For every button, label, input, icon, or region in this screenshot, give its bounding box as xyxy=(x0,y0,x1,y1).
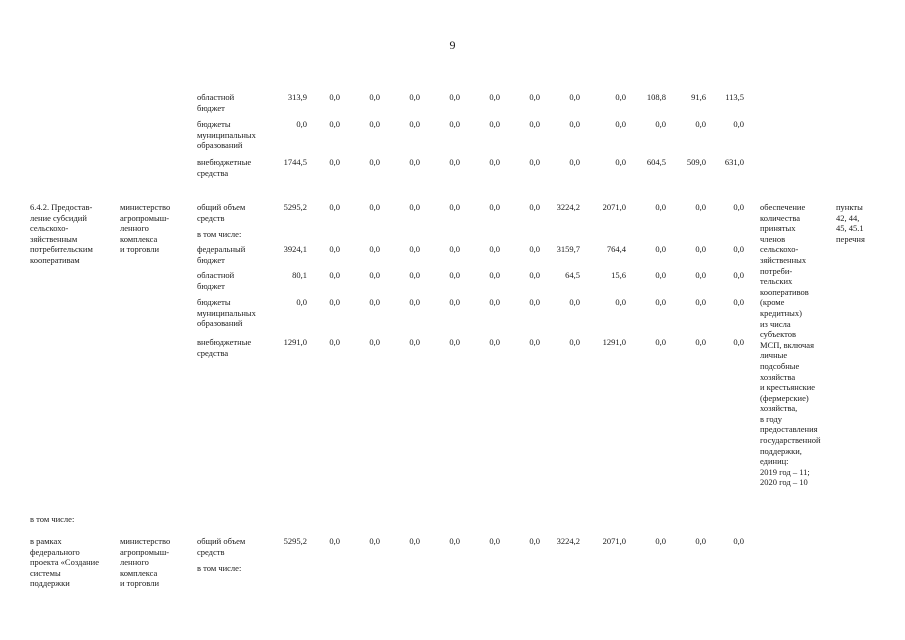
row-label: бюджеты муниципальных образований xyxy=(197,119,256,151)
value-cell: 0,0 xyxy=(529,297,540,307)
value-cell: 0,0 xyxy=(369,270,380,280)
value-cell: 0,0 xyxy=(489,244,500,254)
value-cell: 80,1 xyxy=(292,270,307,280)
row-label: в том числе: xyxy=(197,229,242,239)
value-cell: 0,0 xyxy=(449,337,460,347)
value-cell: 0,0 xyxy=(409,92,420,102)
value-cell: 0,0 xyxy=(449,244,460,254)
value-cell: 0,0 xyxy=(329,202,340,212)
value-cell: 0,0 xyxy=(733,202,744,212)
value-cell: 0,0 xyxy=(569,157,580,167)
value-cell: 0,0 xyxy=(449,536,460,546)
value-cell: 0,0 xyxy=(489,202,500,212)
value-cell: 0,0 xyxy=(329,337,340,347)
value-cell: 0,0 xyxy=(615,92,626,102)
executor-name: министерство агропромыш- ленного комплекса и торговли xyxy=(120,202,171,255)
value-cell: 0,0 xyxy=(529,92,540,102)
value-cell: 0,0 xyxy=(409,244,420,254)
value-cell: 3924,1 xyxy=(283,244,307,254)
value-cell: 0,0 xyxy=(695,119,706,129)
value-cell: 0,0 xyxy=(329,270,340,280)
value-cell: 0,0 xyxy=(655,244,666,254)
value-cell: 0,0 xyxy=(369,297,380,307)
value-cell: 2071,0 xyxy=(602,202,626,212)
value-cell: 0,0 xyxy=(529,157,540,167)
value-cell: 0,0 xyxy=(329,157,340,167)
value-cell: 0,0 xyxy=(615,119,626,129)
value-cell: 0,0 xyxy=(655,119,666,129)
value-cell: 0,0 xyxy=(655,202,666,212)
value-cell: 0,0 xyxy=(569,92,580,102)
value-cell: 0,0 xyxy=(569,297,580,307)
value-cell: 0,0 xyxy=(615,157,626,167)
value-cell: 0,0 xyxy=(409,536,420,546)
value-cell: 509,0 xyxy=(686,157,706,167)
value-cell: 604,5 xyxy=(646,157,666,167)
value-cell: 15,6 xyxy=(611,270,626,280)
value-cell: 0,0 xyxy=(529,337,540,347)
value-cell: 0,0 xyxy=(489,157,500,167)
value-cell: 0,0 xyxy=(695,270,706,280)
value-cell: 3224,2 xyxy=(556,202,580,212)
value-cell: 2071,0 xyxy=(602,536,626,546)
page-number: 9 xyxy=(449,38,456,52)
value-cell: 0,0 xyxy=(409,337,420,347)
row-label: внебюджетные средства xyxy=(197,337,252,358)
value-cell: 113,5 xyxy=(725,92,744,102)
value-cell: 0,0 xyxy=(296,119,307,129)
value-cell: 0,0 xyxy=(329,244,340,254)
value-cell: 0,0 xyxy=(369,119,380,129)
reference-text: пункты 42, 44, 45, 45.1 перечня xyxy=(836,202,865,244)
row-label: общий объем средств xyxy=(197,536,246,557)
value-cell: 313,9 xyxy=(287,92,307,102)
value-cell: 0,0 xyxy=(449,157,460,167)
value-cell: 0,0 xyxy=(615,297,626,307)
value-cell: 0,0 xyxy=(733,244,744,254)
value-cell: 0,0 xyxy=(569,119,580,129)
value-cell: 5295,2 xyxy=(283,202,307,212)
value-cell: 64,5 xyxy=(565,270,580,280)
value-cell: 1744,5 xyxy=(283,157,307,167)
value-cell: 0,0 xyxy=(329,92,340,102)
row-label: внебюджетные средства xyxy=(197,157,252,178)
value-cell: 0,0 xyxy=(655,536,666,546)
value-cell: 0,0 xyxy=(369,92,380,102)
value-cell: 0,0 xyxy=(529,244,540,254)
value-cell: 0,0 xyxy=(369,337,380,347)
value-cell: 0,0 xyxy=(529,270,540,280)
value-cell: 0,0 xyxy=(695,202,706,212)
value-cell: 0,0 xyxy=(489,119,500,129)
value-cell: 0,0 xyxy=(409,270,420,280)
row-label: областной бюджет xyxy=(197,92,235,113)
value-cell: 0,0 xyxy=(409,297,420,307)
value-cell: 0,0 xyxy=(733,270,744,280)
value-cell: 0,0 xyxy=(529,119,540,129)
activity-name: в рамках федерального проекта «Создание системы поддержки xyxy=(30,536,100,589)
value-cell: 3159,7 xyxy=(556,244,580,254)
value-cell: 0,0 xyxy=(369,202,380,212)
executor-name: министерство агропромыш- ленного комплекса и торговли xyxy=(120,536,171,589)
value-cell: 0,0 xyxy=(489,337,500,347)
subheading: в том числе: xyxy=(30,514,75,524)
value-cell: 764,4 xyxy=(606,244,626,254)
value-cell: 0,0 xyxy=(449,92,460,102)
row-label: федеральный бюджет xyxy=(197,244,246,265)
value-cell: 3224,2 xyxy=(556,536,580,546)
value-cell: 0,0 xyxy=(489,92,500,102)
value-cell: 108,8 xyxy=(646,92,666,102)
row-label: общий объем средств xyxy=(197,202,246,223)
value-cell: 0,0 xyxy=(369,244,380,254)
value-cell: 0,0 xyxy=(489,536,500,546)
value-cell: 0,0 xyxy=(329,297,340,307)
value-cell: 0,0 xyxy=(449,119,460,129)
value-cell: 0,0 xyxy=(409,202,420,212)
row-label: бюджеты муниципальных образований xyxy=(197,297,256,329)
value-cell: 0,0 xyxy=(733,337,744,347)
value-cell: 0,0 xyxy=(695,536,706,546)
value-cell: 0,0 xyxy=(369,536,380,546)
indicator-text: обеспечение количества принятых членов сельскохо- зяйственных потреби- тельских кооперативов (кроме кредитных) из числа субъектов МСП, включая личные подсобные хозяйства и крестьянские (фермерские) хозяйства, в году предоставления государственной поддержки, единиц: 2019 год – 11; 2020 год – 10 xyxy=(760,202,821,488)
value-cell: 1291,0 xyxy=(283,337,307,347)
value-cell: 0,0 xyxy=(409,119,420,129)
value-cell: 0,0 xyxy=(529,202,540,212)
value-cell: 1291,0 xyxy=(602,337,626,347)
value-cell: 0,0 xyxy=(655,270,666,280)
value-cell: 0,0 xyxy=(695,297,706,307)
activity-name: 6.4.2. Предостав- ление субсидий сельскохо- зяйственным потребительским кооперативам xyxy=(30,202,93,265)
value-cell: 0,0 xyxy=(489,270,500,280)
value-cell: 0,0 xyxy=(733,536,744,546)
value-cell: 0,0 xyxy=(449,270,460,280)
value-cell: 0,0 xyxy=(695,337,706,347)
value-cell: 0,0 xyxy=(409,157,420,167)
value-cell: 0,0 xyxy=(329,536,340,546)
value-cell: 631,0 xyxy=(724,157,744,167)
row-label: областной бюджет xyxy=(197,270,235,291)
value-cell: 0,0 xyxy=(695,244,706,254)
value-cell: 0,0 xyxy=(655,297,666,307)
value-cell: 0,0 xyxy=(489,297,500,307)
value-cell: 0,0 xyxy=(569,337,580,347)
value-cell: 0,0 xyxy=(733,119,744,129)
value-cell: 0,0 xyxy=(449,202,460,212)
value-cell: 91,6 xyxy=(691,92,706,102)
value-cell: 0,0 xyxy=(449,297,460,307)
value-cell: 0,0 xyxy=(733,297,744,307)
row-label: в том числе: xyxy=(197,563,242,573)
value-cell: 5295,2 xyxy=(283,536,307,546)
value-cell: 0,0 xyxy=(296,297,307,307)
value-cell: 0,0 xyxy=(655,337,666,347)
value-cell: 0,0 xyxy=(329,119,340,129)
value-cell: 0,0 xyxy=(529,536,540,546)
value-cell: 0,0 xyxy=(369,157,380,167)
